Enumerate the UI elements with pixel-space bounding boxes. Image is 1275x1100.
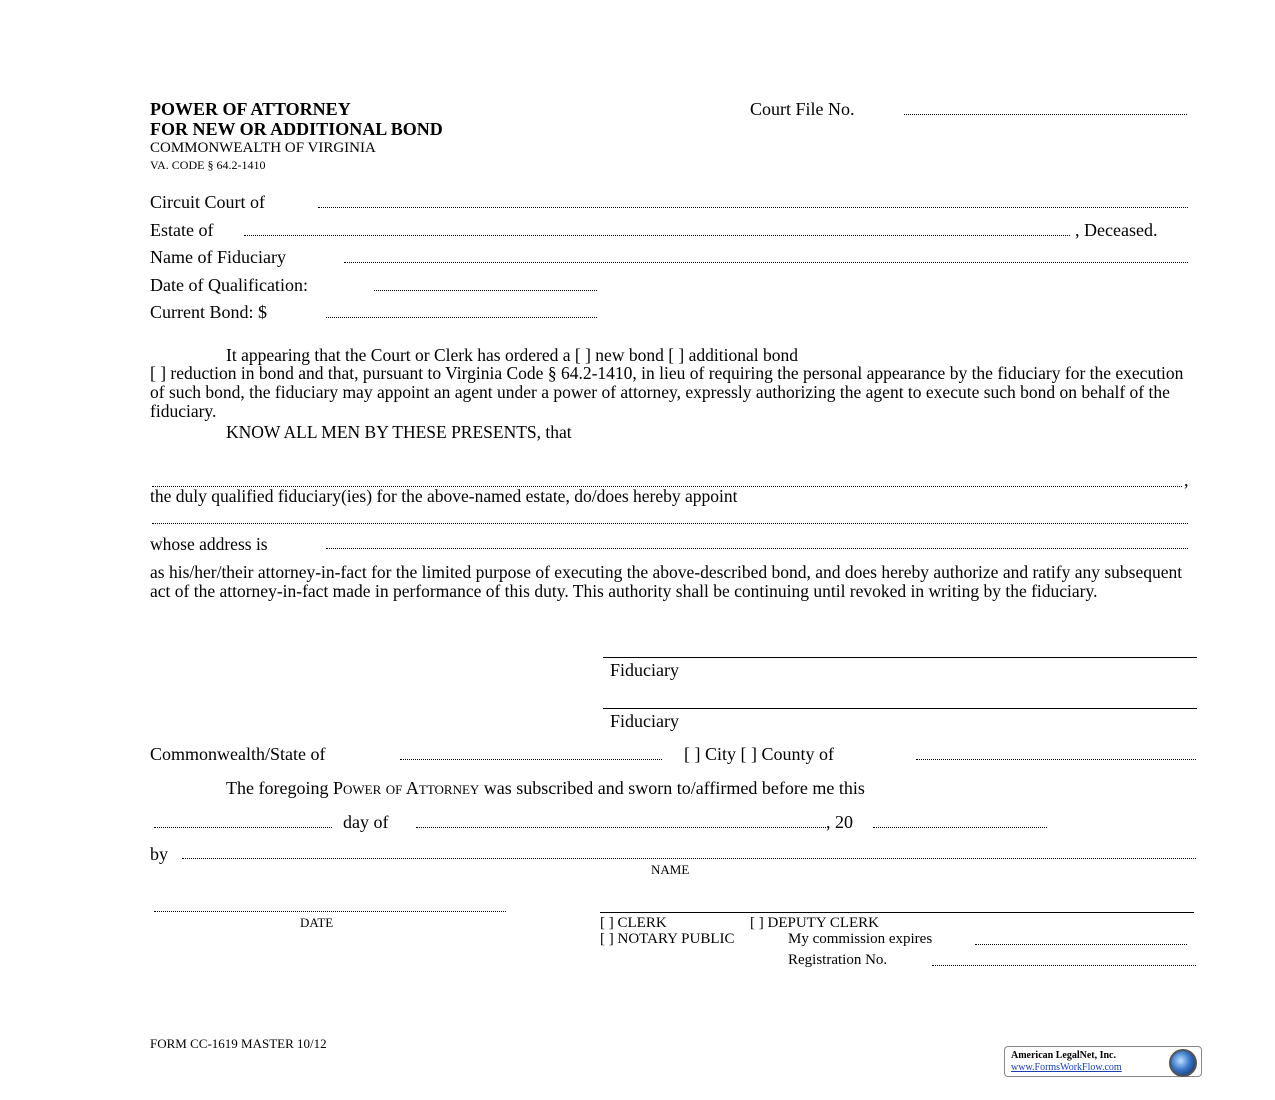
form-id: FORM CC-1619 MASTER 10/12 [150, 1036, 327, 1051]
county-field[interactable] [916, 759, 1196, 760]
registration-label: Registration No. [788, 952, 888, 968]
fiduciary-signature-line-1[interactable] [603, 657, 1197, 658]
deputy-clerk-checkbox[interactable]: [ ] DEPUTY CLERK [750, 915, 880, 931]
form-title-line1: POWER OF ATTORNEY [150, 99, 351, 119]
by-label: by [150, 844, 168, 864]
date-caption: DATE [300, 915, 334, 930]
officer-signature-line[interactable] [600, 912, 1194, 913]
current-bond-label: Current Bond: $ [150, 302, 267, 322]
address-field[interactable] [326, 548, 1188, 549]
name-field[interactable] [182, 858, 1196, 859]
estate-field[interactable] [244, 235, 1070, 236]
commission-field[interactable] [975, 944, 1187, 945]
form-title-line2: FOR NEW OR ADDITIONAL BOND [150, 119, 443, 139]
clerk-checkbox[interactable]: [ ] CLERK [600, 915, 667, 931]
code-citation: VA. CODE § 64.2-1410 [150, 158, 266, 172]
month-field[interactable] [416, 827, 826, 828]
circuit-court-field[interactable] [318, 207, 1188, 208]
court-file-field[interactable] [904, 114, 1187, 115]
order-paragraph: [ ] reduction in bond and that, pursuant to Virginia Code § 64.2-1410, in lieu of requiring the personal appearance by the fiduciary for the execution of such bond, the fiduciary may appoint an agent under a power of attorney, expressly authorizing the agent to execute such bond on behalf of the fiduciary. [150, 363, 1184, 421]
year-field[interactable] [873, 827, 1047, 828]
circuit-court-label: Circuit Court of [150, 192, 265, 212]
attorney-name-field[interactable] [152, 523, 1188, 524]
appoint-line: the duly qualified fiduciary(ies) for the above-named estate, do/does hereby appoint [150, 486, 738, 506]
notary-public-checkbox[interactable]: [ ] NOTARY PUBLIC [600, 931, 735, 947]
fiduciary-caption-2: Fiduciary [610, 711, 679, 731]
day-of-label: day of [343, 812, 389, 832]
name-caption: NAME [651, 862, 690, 877]
vendor-badge[interactable] [1004, 1046, 1202, 1077]
fiduciary-name-field[interactable] [344, 262, 1188, 263]
order-paragraph-line1: It appearing that the Court or Clerk has ordered a [ ] new bond [ ] additional bond [226, 345, 798, 365]
date-field[interactable] [154, 911, 506, 912]
address-label: whose address is [150, 534, 268, 554]
year-label: , 20 [826, 812, 853, 832]
state-of-field[interactable] [400, 759, 662, 760]
know-all-men: KNOW ALL MEN BY THESE PRESENTS, that [226, 422, 572, 442]
city-county-label: [ ] City [ ] County of [684, 744, 834, 764]
sworn-post: was subscribed and sworn to/affirmed before me this [479, 778, 865, 798]
commission-label: My commission expires [788, 931, 933, 947]
comma: , [1184, 470, 1189, 490]
day-field[interactable] [154, 827, 332, 828]
current-bond-field[interactable] [326, 317, 597, 318]
sworn-pre: The foregoing [226, 778, 333, 798]
vendor-url[interactable]: www.FormsWorkFlow.com [1011, 1062, 1122, 1073]
fiduciary-caption-1: Fiduciary [610, 660, 679, 680]
qualification-date-field[interactable] [374, 290, 597, 291]
sworn-statement [226, 778, 865, 799]
registration-field[interactable] [932, 965, 1196, 966]
globe-icon [1169, 1049, 1197, 1077]
vendor-name: American LegalNet, Inc. [1011, 1050, 1116, 1061]
state-heading: COMMONWEALTH OF VIRGINIA [150, 140, 376, 156]
qualification-date-label: Date of Qualification: [150, 275, 308, 295]
fiduciary-signature-line-2[interactable] [603, 708, 1197, 709]
estate-label: Estate of [150, 220, 214, 240]
deceased-label: , Deceased. [1075, 220, 1158, 240]
sworn-doc: Power of Attorney [332, 778, 480, 798]
fiduciary-name-label: Name of Fiduciary [150, 247, 286, 267]
court-file-label: Court File No. [750, 99, 855, 119]
state-of-label: Commonwealth/State of [150, 744, 326, 764]
authority-paragraph: as his/her/their attorney-in-fact for the limited purpose of executing the above-described bond, and does hereby authorize and ratify any subsequent act of the attorney-in-fact made in performance of this duty. This authority shall be continuing until revoked in writing by the fiduciary. [150, 562, 1183, 601]
